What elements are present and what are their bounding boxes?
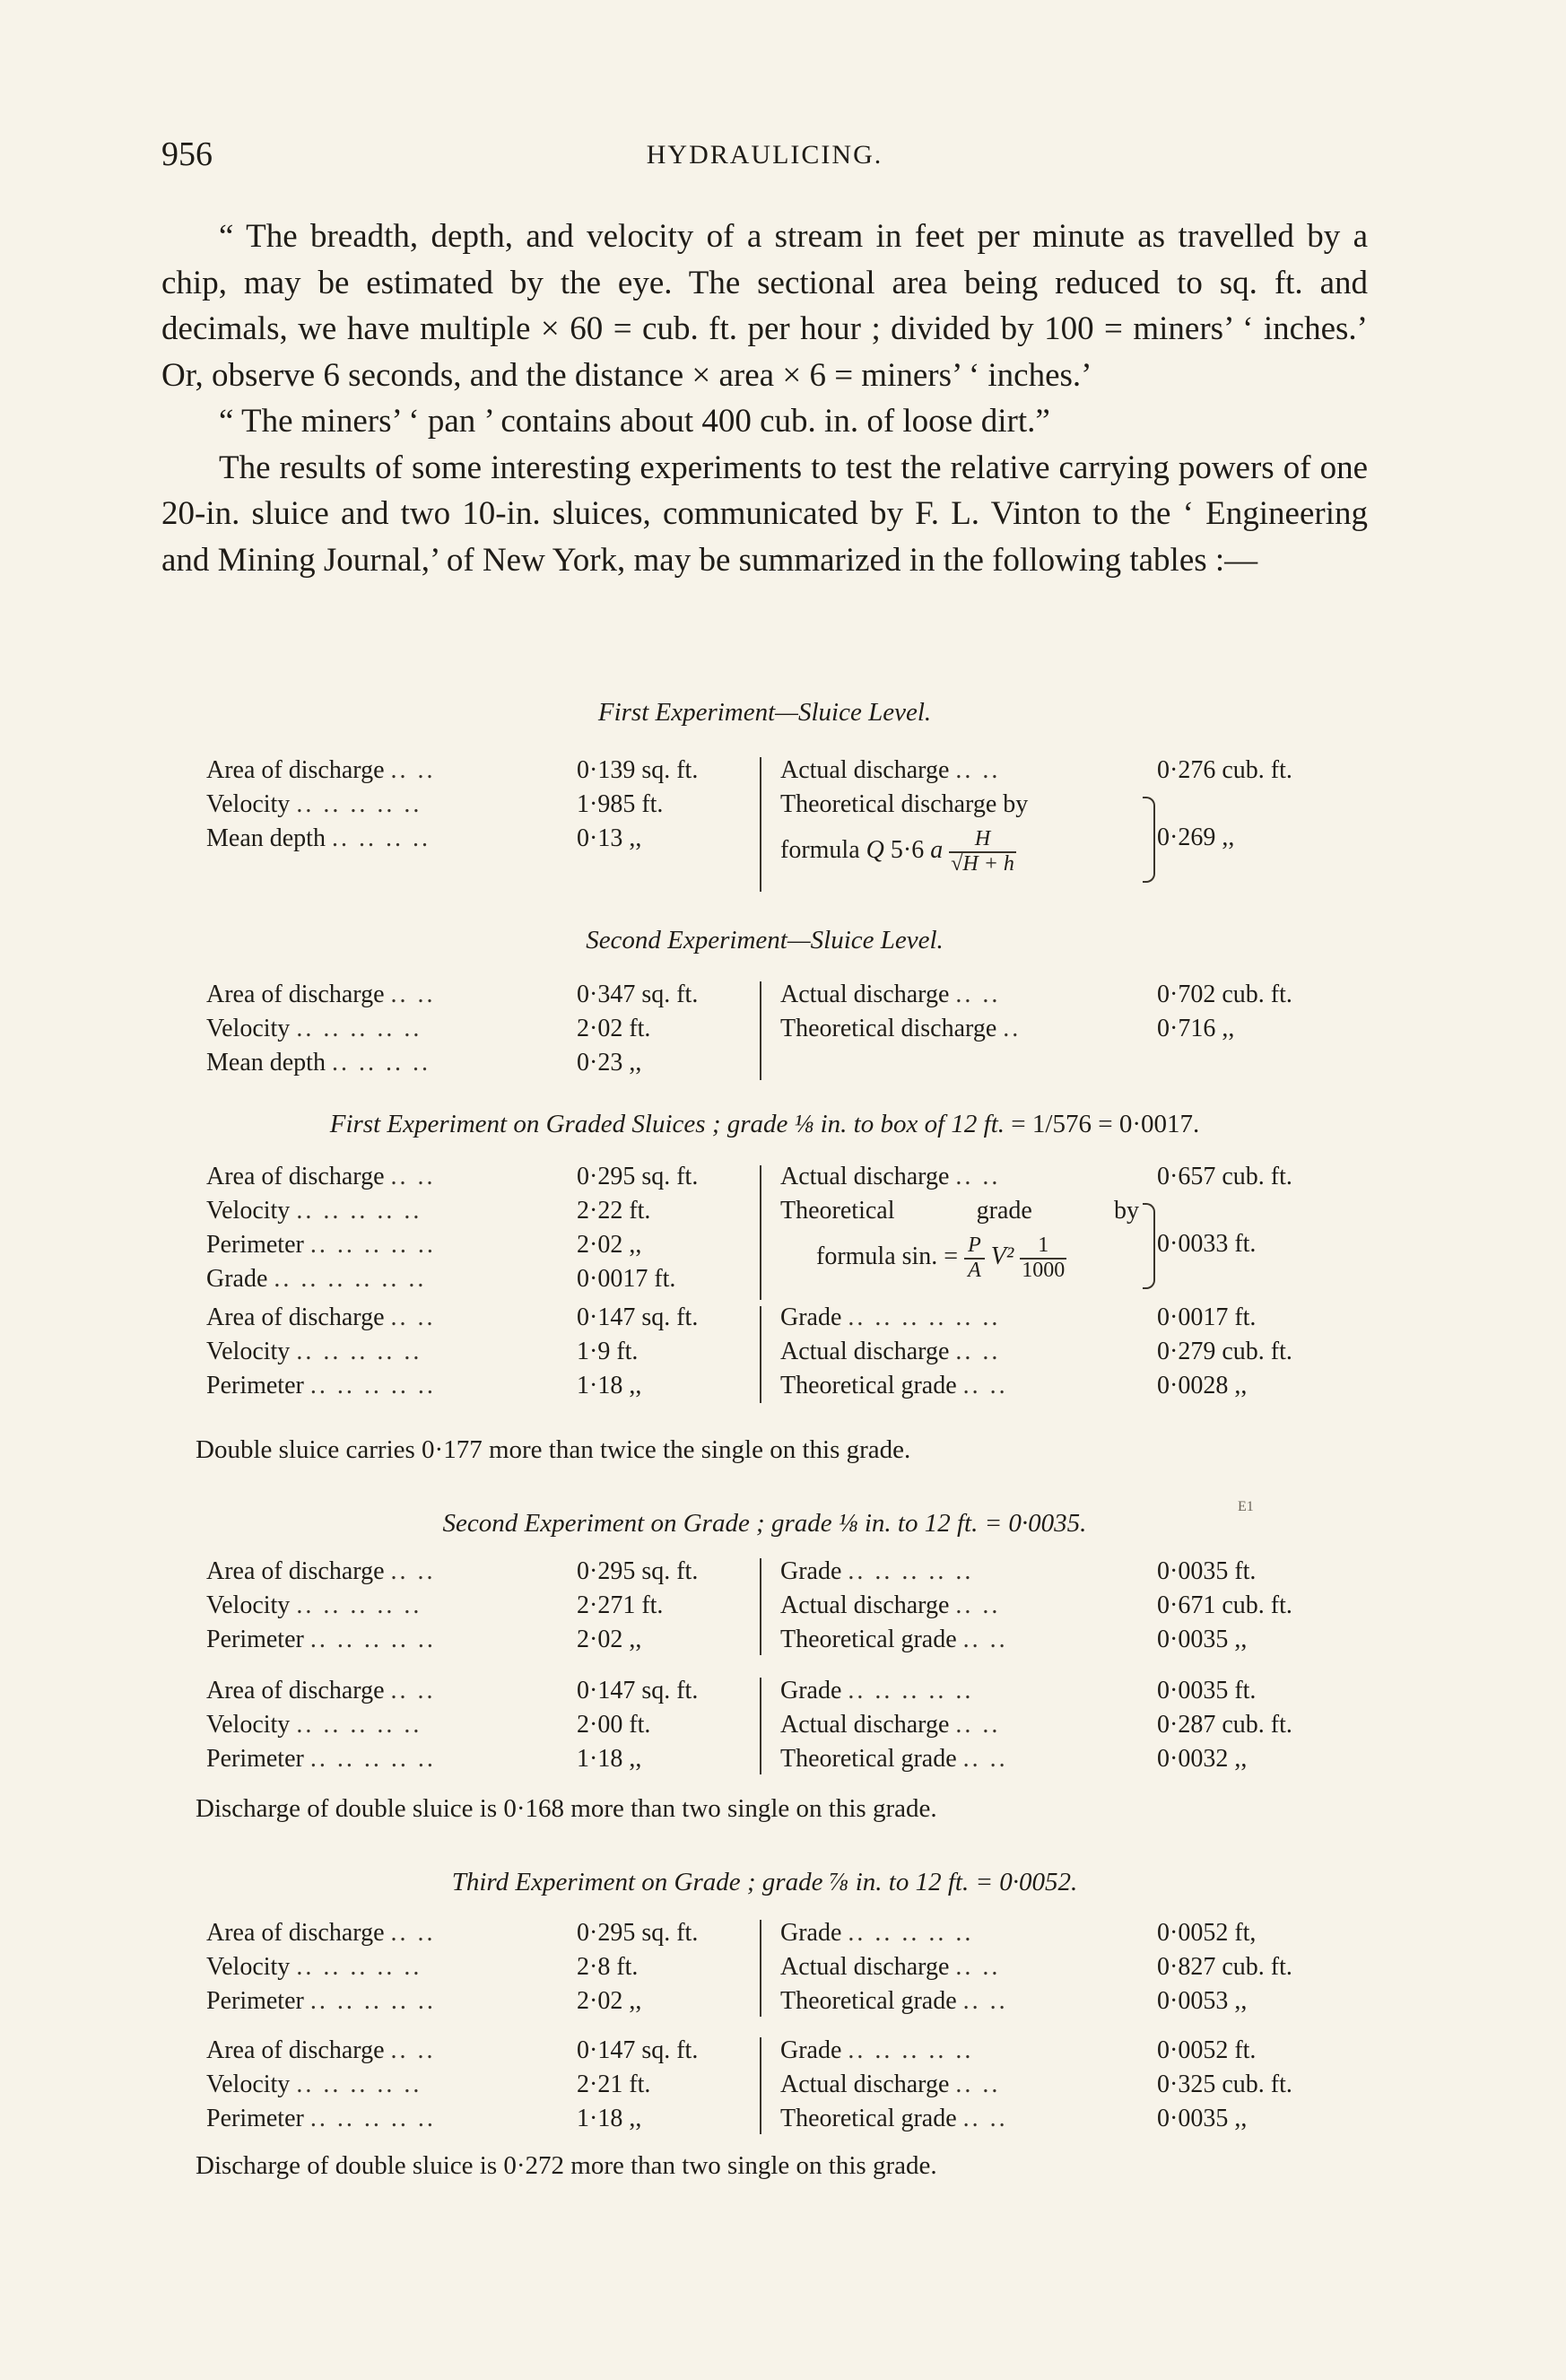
fraction-denominator: √H + h bbox=[951, 851, 1014, 876]
formula-fraction bbox=[949, 828, 1016, 875]
graded1-double-right bbox=[780, 1301, 1372, 1403]
table-row bbox=[780, 1674, 1372, 1708]
table-row bbox=[780, 1012, 1372, 1046]
row-value: 0·147 sq. ft. bbox=[577, 1677, 699, 1704]
leader-dots: .. .. .. .. .. bbox=[296, 1197, 422, 1225]
table-row bbox=[780, 1950, 1372, 1984]
formula-v: V² bbox=[990, 1242, 1014, 1270]
row-label: Velocity bbox=[206, 1953, 291, 1981]
row-label: Actual discharge bbox=[780, 2071, 950, 2098]
leader-dots: .. .. .. .. .. bbox=[848, 1557, 974, 1585]
table-row bbox=[780, 1708, 1372, 1742]
formula-prefix: formula sin. = bbox=[816, 1242, 959, 1270]
row-value: 0·827 cub. ft. bbox=[1157, 1953, 1292, 1981]
row-value: 0·295 sq. ft. bbox=[577, 1163, 699, 1190]
graded1-note: Double sluice carries 0·177 more than twice the single on this grade. bbox=[196, 1435, 911, 1464]
exp2-table bbox=[206, 978, 1372, 1085]
corner-mark: E1 bbox=[1238, 1499, 1254, 1514]
row-label: Area of discharge bbox=[206, 2036, 385, 2064]
column-divider bbox=[760, 1920, 761, 2017]
row-value: 0·279 cub. ft. bbox=[1157, 1338, 1292, 1365]
table-row bbox=[780, 1742, 1372, 1776]
leader-dots: .. .. bbox=[390, 1919, 436, 1947]
leader-dots: .. .. .. .. .. bbox=[309, 2105, 436, 2132]
leader-dots: .. .. .. .. .. bbox=[296, 790, 422, 818]
row-label: Perimeter bbox=[206, 1372, 304, 1399]
leader-dots: .. .. .. .. .. bbox=[848, 1677, 974, 1704]
table-row bbox=[780, 1555, 1372, 1589]
fraction-denominator: A bbox=[968, 1258, 981, 1282]
row-value: 1·18 ,, bbox=[577, 2105, 642, 2132]
row-label: Actual discharge bbox=[780, 1163, 950, 1190]
leader-dots: .. .. .. .. .. bbox=[848, 1919, 974, 1947]
leader-dots: .. .. bbox=[962, 1372, 1008, 1399]
row-value: 0·13 ,, bbox=[577, 824, 642, 852]
table-row bbox=[206, 1623, 753, 1657]
row-label: Perimeter bbox=[206, 1626, 304, 1653]
table-row bbox=[206, 1194, 753, 1228]
row-value: 0·0035 ,, bbox=[1157, 1626, 1248, 1653]
graded1-title-main: First Experiment on Graded Sluices ; grade ⅛ in. to box of 12 ft. bbox=[329, 1110, 1005, 1138]
row-value: 2·02 ft. bbox=[577, 1015, 651, 1042]
graded3-single-left bbox=[206, 1916, 753, 2018]
column-divider bbox=[760, 757, 761, 892]
leader-dots: .. .. .. .. .. bbox=[309, 1372, 436, 1399]
leader-dots: .. .. .. .. .. bbox=[309, 1745, 436, 1773]
row-label: Velocity bbox=[206, 790, 291, 818]
graded1-single-table bbox=[206, 1160, 1372, 1303]
column-divider bbox=[760, 1165, 761, 1300]
table-row bbox=[206, 2068, 753, 2102]
row-label: Area of discharge bbox=[206, 1677, 385, 1704]
table-row bbox=[780, 1916, 1372, 1950]
exp2-title: Second Experiment—Sluice Level. bbox=[586, 926, 944, 955]
row-label: Area of discharge bbox=[206, 1163, 385, 1190]
leader-dots: .. .. .. .. .. bbox=[296, 1591, 422, 1619]
page-number: 956 bbox=[161, 135, 213, 173]
table-row bbox=[206, 1589, 753, 1623]
brace bbox=[1143, 797, 1155, 883]
row-label: Velocity bbox=[206, 1711, 291, 1739]
row-value: 0·0052 ft. bbox=[1157, 2036, 1257, 2064]
row-label: Area of discharge bbox=[206, 1557, 385, 1585]
column-divider bbox=[760, 2037, 761, 2134]
table-row bbox=[780, 1160, 1372, 1194]
row-value: 0·0028 ,, bbox=[1157, 1372, 1248, 1399]
row-value: 0·287 cub. ft. bbox=[1157, 1711, 1292, 1739]
row-value: 0·0052 ft, bbox=[1157, 1919, 1257, 1947]
leader-dots: .. bbox=[1003, 1015, 1022, 1042]
row-label: Theoretical discharge bbox=[780, 1015, 997, 1042]
row-label: Mean depth bbox=[206, 1049, 326, 1077]
row-value: 0·657 cub. ft. bbox=[1157, 1163, 1292, 1190]
leader-dots: .. .. bbox=[955, 1953, 1001, 1981]
table-row bbox=[206, 1708, 753, 1742]
graded3-note: Discharge of double sluice is 0·272 more than two single on this grade. bbox=[196, 2151, 937, 2180]
table-row bbox=[206, 2034, 753, 2068]
fraction-numerator: H bbox=[949, 828, 1016, 852]
row-value: 0·295 sq. ft. bbox=[577, 1919, 699, 1947]
row-value: 2·02 ,, bbox=[577, 1231, 642, 1259]
leader-dots: .. .. .. .. .. bbox=[296, 1015, 422, 1042]
exp1-title: First Experiment—Sluice Level. bbox=[597, 698, 932, 727]
leader-dots: .. .. bbox=[390, 1557, 436, 1585]
column-divider bbox=[760, 981, 761, 1080]
table-row bbox=[206, 1984, 753, 2018]
row-value: 0·0032 ,, bbox=[1157, 1745, 1248, 1773]
row-label: Velocity bbox=[206, 1197, 291, 1225]
row-value: 0·0035 ,, bbox=[1157, 2105, 1248, 2132]
row-value: 1·9 ft. bbox=[577, 1338, 639, 1365]
graded2-double-right bbox=[780, 1674, 1372, 1776]
row-label: Velocity bbox=[206, 2071, 291, 2098]
table-row bbox=[780, 1335, 1372, 1369]
table-row bbox=[206, 1262, 753, 1296]
formula-coef: 5·6 bbox=[890, 836, 925, 864]
table-row bbox=[206, 2102, 753, 2136]
formula-fraction-2 bbox=[1020, 1234, 1066, 1281]
brace bbox=[1143, 1203, 1155, 1289]
table-row bbox=[206, 1012, 753, 1046]
graded2-double-left bbox=[206, 1674, 753, 1776]
running-head bbox=[161, 135, 1368, 179]
leader-dots: .. .. bbox=[390, 1677, 436, 1704]
graded3-double-left bbox=[206, 2034, 753, 2136]
row-label: Grade bbox=[780, 1919, 842, 1947]
graded1-double-table bbox=[206, 1301, 1372, 1408]
body-text bbox=[161, 214, 1368, 583]
row-label: Actual discharge bbox=[780, 1591, 950, 1619]
row-label: Theoretical grade bbox=[780, 1745, 957, 1773]
row-label: Area of discharge bbox=[206, 1919, 385, 1947]
row-label: Grade bbox=[780, 1557, 842, 1585]
row-value: 0·139 sq. ft. bbox=[577, 756, 699, 784]
exp1-table bbox=[206, 754, 1372, 897]
leader-dots: .. .. bbox=[962, 1987, 1008, 2015]
table-row bbox=[780, 2068, 1372, 2102]
table-row bbox=[780, 1369, 1372, 1403]
table-row bbox=[780, 754, 1372, 788]
table-row bbox=[780, 1301, 1372, 1335]
formula-fraction bbox=[964, 1234, 985, 1281]
row-value: 1·985 ft. bbox=[577, 790, 664, 818]
graded3-double-table bbox=[206, 2034, 1372, 2141]
row-value: 2·02 ,, bbox=[577, 1987, 642, 2015]
graded2-single-left bbox=[206, 1555, 753, 1657]
formula-q: Q bbox=[866, 836, 884, 864]
fraction-numerator: P bbox=[964, 1234, 985, 1259]
formula-block bbox=[780, 1194, 1372, 1293]
row-label: Velocity bbox=[206, 1015, 291, 1042]
row-label: Perimeter bbox=[206, 2105, 304, 2132]
row-label: Velocity bbox=[206, 1591, 291, 1619]
row-value: 2·00 ft. bbox=[577, 1711, 651, 1739]
leader-dots: .. .. .. .. .. bbox=[848, 2036, 974, 2064]
row-value: 2·271 ft. bbox=[577, 1591, 664, 1619]
leader-dots: .. .. .. .. .. bbox=[296, 1711, 422, 1739]
row-value: 0·671 cub. ft. bbox=[1157, 1591, 1292, 1619]
row-value: 1·18 ,, bbox=[577, 1745, 642, 1773]
paragraph-experiments-intro: The results of some interesting experiments to test the relative carrying powers of one 20-in. sluice and two 10-in. sluices, communicated by F. L. Vinton to the ‘ Engineering and Mining Journal,’ of New York, may be summarized in the following tables :— bbox=[161, 449, 1368, 579]
theoretical-label: Theoretical grade by bbox=[780, 1197, 1139, 1225]
row-label: Actual discharge bbox=[780, 1711, 950, 1739]
column-divider bbox=[760, 1558, 761, 1655]
graded2-single-table bbox=[206, 1555, 1372, 1662]
graded2-note: Discharge of double sluice is 0·168 more than two single on this grade. bbox=[196, 1794, 937, 1823]
row-label: Actual discharge bbox=[780, 1338, 950, 1365]
leader-dots: .. .. bbox=[962, 1745, 1008, 1773]
table-row bbox=[206, 1160, 753, 1194]
formula bbox=[780, 824, 1016, 877]
exp1-left-column bbox=[206, 754, 753, 856]
table-row bbox=[206, 1555, 753, 1589]
row-label: Area of discharge bbox=[206, 981, 385, 1008]
row-value: 0·295 sq. ft. bbox=[577, 1557, 699, 1585]
row-value: 0·23 ,, bbox=[577, 1049, 642, 1077]
table-row bbox=[206, 1950, 753, 1984]
leader-dots: .. .. bbox=[955, 756, 1001, 784]
row-label: Area of discharge bbox=[206, 756, 385, 784]
row-value: 0·269 ,, bbox=[1157, 824, 1235, 851]
row-value: 1·18 ,, bbox=[577, 1372, 642, 1399]
table-row bbox=[780, 2034, 1372, 2068]
row-label: Perimeter bbox=[206, 1745, 304, 1773]
row-label: Perimeter bbox=[206, 1231, 304, 1259]
graded3-single-table bbox=[206, 1916, 1372, 2024]
exp2-left-column bbox=[206, 978, 753, 1080]
column-divider bbox=[760, 1306, 761, 1403]
table-row bbox=[206, 1742, 753, 1776]
leader-dots: .. .. .. .. .. bbox=[309, 1231, 436, 1259]
row-label: Actual discharge bbox=[780, 981, 950, 1008]
row-label: Actual discharge bbox=[780, 756, 950, 784]
table-row bbox=[780, 1589, 1372, 1623]
exp1-right-column bbox=[780, 754, 1372, 886]
column-divider bbox=[760, 1678, 761, 1774]
row-label: Grade bbox=[780, 1677, 842, 1704]
row-value: 0·0053 ,, bbox=[1157, 1987, 1248, 2015]
leader-dots: .. .. .. .. bbox=[331, 1049, 431, 1077]
row-value: 0·0033 ft. bbox=[1157, 1230, 1257, 1258]
leader-dots: .. .. .. .. .. bbox=[296, 1953, 422, 1981]
leader-dots: .. .. bbox=[390, 1303, 436, 1331]
leader-dots: .. .. bbox=[390, 2036, 436, 2064]
graded1-double-left bbox=[206, 1301, 753, 1403]
row-label: Theoretical grade bbox=[780, 1372, 957, 1399]
leader-dots: .. .. bbox=[390, 981, 436, 1008]
row-value: 0·147 sq. ft. bbox=[577, 2036, 699, 2064]
table-row bbox=[780, 2102, 1372, 2136]
graded2-title: Second Experiment on Grade ; grade ⅛ in. to 12 ft. = 0·0035. bbox=[442, 1509, 1087, 1538]
table-row bbox=[206, 788, 753, 822]
row-value: 0·0017 ft. bbox=[577, 1265, 676, 1293]
formula-block bbox=[780, 788, 1372, 886]
leader-dots: .. .. .. .. .. bbox=[309, 1987, 436, 2015]
table-row bbox=[206, 1369, 753, 1403]
table-row bbox=[206, 978, 753, 1012]
table-row bbox=[206, 1674, 753, 1708]
fraction-denominator: 1000 bbox=[1022, 1258, 1066, 1282]
row-label: Grade bbox=[780, 2036, 842, 2064]
leader-dots: .. .. .. .. .. .. bbox=[274, 1265, 427, 1293]
graded3-double-right bbox=[780, 2034, 1372, 2136]
graded1-single-left bbox=[206, 1160, 753, 1296]
formula-prefix: formula bbox=[780, 836, 860, 864]
row-label: Mean depth bbox=[206, 824, 326, 852]
table-row bbox=[206, 1046, 753, 1080]
leader-dots: .. .. bbox=[955, 981, 1001, 1008]
row-label: Actual discharge bbox=[780, 1953, 950, 1981]
leader-dots: .. .. bbox=[955, 1163, 1001, 1190]
graded1-title-eq: = 1/576 = 0·0017. bbox=[1011, 1110, 1200, 1138]
leader-dots: .. .. .. .. .. bbox=[309, 1626, 436, 1653]
row-label: Perimeter bbox=[206, 1987, 304, 2015]
formula-a: a bbox=[930, 836, 944, 864]
running-title: HYDRAULICING. bbox=[646, 140, 883, 170]
row-value: 0·0035 ft. bbox=[1157, 1677, 1257, 1704]
leader-dots: .. .. bbox=[955, 2071, 1001, 2098]
graded2-double-table bbox=[206, 1674, 1372, 1782]
row-label: Grade bbox=[780, 1303, 842, 1331]
table-row bbox=[206, 1916, 753, 1950]
leader-dots: .. .. bbox=[955, 1591, 1001, 1619]
row-value: 0·347 sq. ft. bbox=[577, 981, 699, 1008]
exp2-right-column bbox=[780, 978, 1372, 1046]
row-value: 2·8 ft. bbox=[577, 1953, 639, 1981]
table-row bbox=[206, 1301, 753, 1335]
row-label: Velocity bbox=[206, 1338, 291, 1365]
leader-dots: .. .. bbox=[962, 2105, 1008, 2132]
table-row bbox=[780, 1984, 1372, 2018]
table-row bbox=[780, 978, 1372, 1012]
leader-dots: .. .. bbox=[955, 1711, 1001, 1739]
row-value: 2·22 ft. bbox=[577, 1197, 651, 1225]
row-label: Theoretical grade bbox=[780, 2105, 957, 2132]
graded3-single-right bbox=[780, 1916, 1372, 2018]
row-value: 0·147 sq. ft. bbox=[577, 1303, 699, 1331]
table-row bbox=[780, 1623, 1372, 1657]
row-value: 0·0035 ft. bbox=[1157, 1557, 1257, 1585]
leader-dots: .. .. bbox=[390, 756, 436, 784]
row-label: Theoretical grade bbox=[780, 1626, 957, 1653]
leader-dots: .. .. bbox=[962, 1626, 1008, 1653]
row-label: Grade bbox=[206, 1265, 268, 1293]
formula bbox=[816, 1230, 1066, 1284]
table-row bbox=[206, 1228, 753, 1262]
graded1-title bbox=[161, 1110, 1368, 1139]
graded2-single-right bbox=[780, 1555, 1372, 1657]
leader-dots: .. .. .. .. bbox=[331, 824, 431, 852]
paragraph-miners-pan: “ The miners’ ‘ pan ’ contains about 400 cub. in. of loose dirt.” bbox=[219, 403, 1050, 440]
table-row bbox=[206, 1335, 753, 1369]
fraction-numerator: 1 bbox=[1020, 1234, 1066, 1259]
leader-dots: .. .. bbox=[955, 1338, 1001, 1365]
leader-dots: .. .. .. .. .. bbox=[296, 1338, 422, 1365]
theoretical-label: Theoretical discharge by bbox=[780, 790, 1029, 818]
leader-dots: .. .. bbox=[390, 1163, 436, 1190]
row-value: 2·02 ,, bbox=[577, 1626, 642, 1653]
graded3-title: Third Experiment on Grade ; grade ⅞ in. to 12 ft. = 0·0052. bbox=[451, 1868, 1078, 1896]
row-label: Theoretical grade bbox=[780, 1987, 957, 2015]
leader-dots: .. .. .. .. .. bbox=[296, 2071, 422, 2098]
row-value: 0·0017 ft. bbox=[1157, 1303, 1257, 1331]
row-label: Area of discharge bbox=[206, 1303, 385, 1331]
row-value: 0·716 ,, bbox=[1157, 1015, 1235, 1042]
graded1-single-right bbox=[780, 1160, 1372, 1293]
row-value: 0·702 cub. ft. bbox=[1157, 981, 1292, 1008]
table-row bbox=[206, 822, 753, 856]
row-value: 0·276 cub. ft. bbox=[1157, 756, 1292, 784]
row-value: 0·325 cub. ft. bbox=[1157, 2071, 1292, 2098]
row-value: 2·21 ft. bbox=[577, 2071, 651, 2098]
paragraph-estimation: “ The breadth, depth, and velocity of a stream in feet per minute as travelled by a chip, may be estimated by the eye. The sectional area being reduced to sq. ft. and decimals, we have multiple × 60 = cub. ft. per hour ; divided by 100 = miners’ ‘ inches.’ Or, observe 6 seconds, and the distance × area × 6 = miners’ ‘ inches.’ bbox=[161, 218, 1368, 394]
leader-dots: .. .. .. .. .. .. bbox=[848, 1303, 1001, 1331]
table-row bbox=[206, 754, 753, 788]
